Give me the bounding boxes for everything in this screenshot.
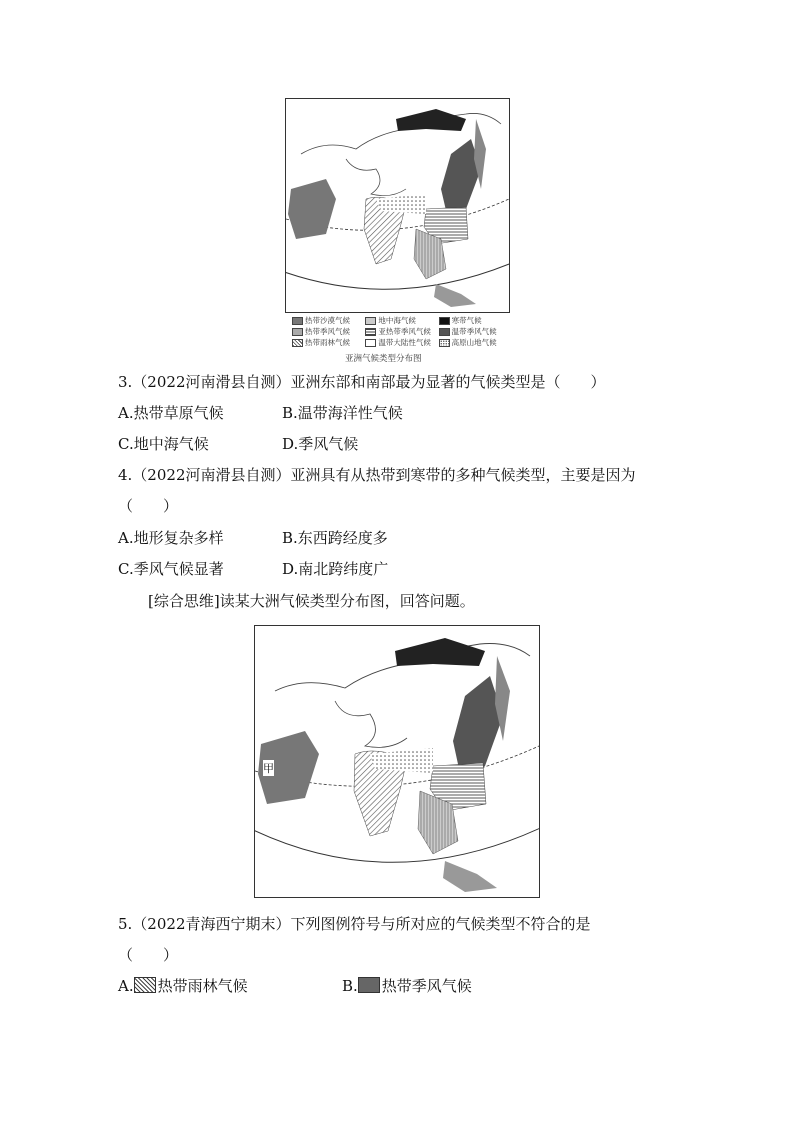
section-intro: [综合思维]读某大洲气候类型分布图，回答问题。 [148, 592, 475, 610]
question-4-option-b[interactable]: B.东西跨经度多 [282, 529, 388, 547]
legend-swatch [365, 328, 376, 336]
question-4-option-a[interactable]: A.地形复杂多样 [118, 529, 224, 547]
question-3-option-c[interactable]: C.地中海气候 [118, 435, 209, 453]
option-letter: B. [342, 977, 358, 995]
legend-swatch [292, 317, 303, 325]
legend-swatch [439, 339, 450, 347]
legend-swatch [365, 317, 376, 325]
legend-label: 高原山地气候 [451, 338, 497, 347]
legend-label: 热带沙漠气候 [305, 316, 350, 325]
map-1-legend [292, 315, 512, 348]
asia-climate-map-2 [254, 625, 540, 898]
question-5-answer-blank: （ ） [118, 946, 179, 964]
question-4-answer-blank: （ ） [118, 497, 179, 515]
question-3-option-d[interactable]: D.季风气候 [282, 435, 359, 453]
question-3-option-b[interactable]: B.温带海洋性气候 [282, 404, 403, 422]
map-1-caption: 亚洲气候类型分布图 [345, 354, 422, 364]
question-5-option-a[interactable] [118, 976, 248, 996]
question-4-stem: 4.（2022河南滑县自测）亚洲具有从热带到寒带的多种气候类型，主要是因为 [118, 466, 636, 484]
option-text: 热带雨林气候 [157, 977, 248, 995]
question-3-stem: 3.（2022河南滑县自测）亚洲东部和南部最为显著的气候类型是（ ） [118, 373, 606, 391]
legend-label: 地中海气候 [378, 316, 416, 325]
asia-climate-map-1 [285, 98, 510, 313]
question-3-option-a[interactable]: A.热带草原气候 [118, 404, 224, 422]
question-5-option-b[interactable] [342, 976, 472, 996]
option-letter: A. [118, 977, 134, 995]
question-4-option-d[interactable]: D.南北跨纬度广 [282, 560, 389, 578]
diagonal-hatch-swatch [134, 977, 156, 993]
legend-swatch [439, 317, 450, 325]
legend-label: 温带季风气候 [451, 327, 497, 336]
legend-label: 热带雨林气候 [305, 338, 350, 347]
dark-gray-swatch [358, 977, 380, 993]
legend-swatch [365, 339, 376, 347]
legend-swatch [292, 328, 303, 336]
legend-label: 亚热带季风气候 [378, 327, 431, 336]
map-2-label-jia: 甲 [263, 762, 274, 775]
legend-label: 寒带气候 [451, 316, 482, 325]
legend-label: 热带季风气候 [305, 327, 350, 336]
question-4-option-c[interactable]: C.季风气候显著 [118, 560, 224, 578]
option-text: 热带季风气候 [381, 977, 472, 995]
legend-swatch [439, 328, 450, 336]
question-5-stem: 5.（2022青海西宁期末）下列图例符号与所对应的气候类型不符合的是 [118, 915, 591, 933]
legend-label: 温带大陆性气候 [378, 338, 431, 347]
legend-swatch [292, 339, 303, 347]
